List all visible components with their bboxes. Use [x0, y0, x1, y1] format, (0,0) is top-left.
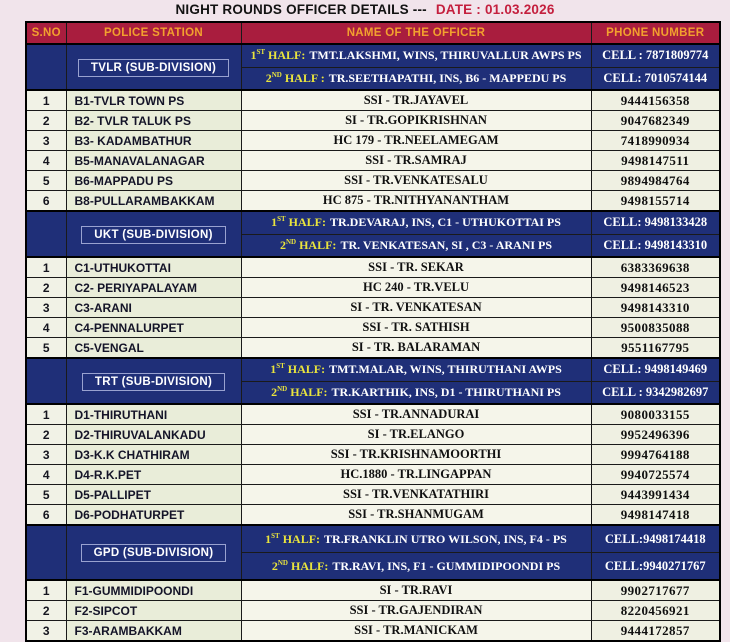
half2-label — [271, 385, 327, 399]
section-name: GPD (SUB-DIVISION) — [81, 544, 227, 562]
row-phone: 9551167795 — [591, 338, 720, 359]
half2-label — [280, 238, 336, 252]
section-half2-phone: CELL: 9498143310 — [591, 234, 720, 257]
half1-num: 1 — [271, 215, 278, 230]
table-row — [26, 111, 720, 131]
table-row — [26, 404, 720, 425]
half1-text: TR.FRANKLIN UTRO WILSON, INS, F4 - PS — [324, 531, 567, 546]
section-sno-cell — [26, 44, 66, 90]
table-row — [26, 338, 720, 359]
section-station-cell — [66, 211, 241, 257]
row-phone: 9902717677 — [591, 580, 720, 601]
half1-ordinal: ST — [277, 215, 286, 224]
row-sno: 3 — [26, 445, 66, 465]
table-row — [26, 318, 720, 338]
half1-label — [270, 362, 325, 376]
half2-num: 2 — [265, 70, 272, 85]
row-sno: 3 — [26, 621, 66, 642]
half1-text: TMT.MALAR, WINS, THIRUTHANI AWPS — [329, 362, 562, 377]
row-officer: SSI - TR.MANICKAM — [241, 621, 591, 642]
row-officer: SSI - TR.KRISHNAMOORTHI — [241, 445, 591, 465]
table-row — [26, 465, 720, 485]
half2-word: HALF : — [281, 70, 325, 85]
row-sno: 4 — [26, 318, 66, 338]
row-phone: 9994764188 — [591, 445, 720, 465]
half1-word: HALF: — [284, 362, 326, 377]
section-half1-officer — [241, 44, 591, 67]
col-header-officer: NAME OF THE OFFICER — [241, 22, 591, 44]
row-officer: SSI - TR.JAYAVEL — [241, 90, 591, 111]
half2-num: 2 — [271, 558, 278, 573]
half2-label — [272, 559, 328, 573]
row-station: C2- PERIYAPALAYAM — [66, 278, 241, 298]
row-phone: 9498147511 — [591, 151, 720, 171]
section-half1-phone: CELL:9498174418 — [591, 525, 720, 553]
row-station: F2-SIPCOT — [66, 601, 241, 621]
half1-label — [250, 48, 305, 62]
half2-text: TR.RAVI, INS, F1 - GUMMIDIPOONDI PS — [332, 558, 561, 573]
table-row — [26, 485, 720, 505]
half2-text: TR. VENKATESAN, SI , C3 - ARANI PS — [340, 237, 553, 252]
row-officer: SI - TR. VENKATESAN — [241, 298, 591, 318]
section-half1-officer — [241, 358, 591, 381]
section-half1-phone: CELL: 9498133428 — [591, 211, 720, 234]
row-officer: SI - TR.GOPIKRISHNAN — [241, 111, 591, 131]
row-sno: 1 — [26, 580, 66, 601]
half1-num: 1 — [270, 362, 277, 377]
row-sno: 2 — [26, 278, 66, 298]
row-officer: SI - TR. BALARAMAN — [241, 338, 591, 359]
half1-text: TMT.LAKSHMI, WINS, THIRUVALLUR AWPS PS — [309, 48, 582, 63]
row-sno: 1 — [26, 404, 66, 425]
row-station: D6-PODHATURPET — [66, 505, 241, 526]
half2-num: 2 — [271, 384, 278, 399]
table-row — [26, 580, 720, 601]
section-name: UKT (SUB-DIVISION) — [81, 226, 225, 244]
row-sno: 5 — [26, 171, 66, 191]
half1-label — [265, 532, 320, 546]
row-phone: 6383369638 — [591, 257, 720, 278]
half1-word: HALF: — [265, 48, 306, 63]
row-station: D1-THIRUTHANI — [66, 404, 241, 425]
section-name: TRT (SUB-DIVISION) — [82, 373, 225, 391]
section-sno-cell — [26, 211, 66, 257]
table-row — [26, 191, 720, 212]
row-phone: 9444172857 — [591, 621, 720, 642]
section-half2-phone: CELL:9940271767 — [591, 553, 720, 581]
section-half2-officer — [241, 381, 591, 404]
half1-num: 1 — [265, 531, 272, 546]
row-sno: 3 — [26, 298, 66, 318]
row-phone: 9498143310 — [591, 298, 720, 318]
row-phone: 9498155714 — [591, 191, 720, 212]
table-body — [26, 44, 720, 641]
officer-table — [25, 21, 721, 642]
section-half2-officer — [241, 67, 591, 90]
table-row — [26, 445, 720, 465]
table-row — [26, 278, 720, 298]
section-header-row — [26, 358, 720, 381]
row-officer: SSI - TR.VENKATATHIRI — [241, 485, 591, 505]
row-station: F1-GUMMIDIPOONDI — [66, 580, 241, 601]
row-officer: SSI - TR.VENKATESALU — [241, 171, 591, 191]
half2-ordinal: ND — [277, 558, 288, 567]
section-sno-cell — [26, 525, 66, 580]
row-officer: SSI - TR.ANNADURAI — [241, 404, 591, 425]
half2-text: TR.KARTHIK, INS, D1 - THIRUTHANI PS — [331, 384, 561, 399]
section-header-row — [26, 211, 720, 234]
half2-ordinal: ND — [277, 384, 288, 393]
row-phone: 9498147418 — [591, 505, 720, 526]
section-header-row — [26, 525, 720, 553]
table-row — [26, 257, 720, 278]
row-phone: 9047682349 — [591, 111, 720, 131]
row-phone: 9080033155 — [591, 404, 720, 425]
half1-ordinal: ST — [256, 48, 266, 57]
row-phone: 7418990934 — [591, 131, 720, 151]
row-officer: SSI - TR. SATHISH — [241, 318, 591, 338]
half2-word: HALF: — [287, 558, 329, 573]
row-station: B2- TVLR TALUK PS — [66, 111, 241, 131]
row-station: B8-PULLARAMBAKKAM — [66, 191, 241, 212]
table-row — [26, 171, 720, 191]
row-sno: 1 — [26, 90, 66, 111]
table-row — [26, 621, 720, 642]
row-officer: HC 875 - TR.NITHYANANTHAM — [241, 191, 591, 212]
title-main: NIGHT ROUNDS OFFICER DETAILS --- — [175, 2, 427, 17]
row-sno: 5 — [26, 338, 66, 359]
section-name: TVLR (SUB-DIVISION) — [78, 59, 229, 77]
row-sno: 1 — [26, 257, 66, 278]
section-half2-officer — [241, 234, 591, 257]
row-officer: SSI - TR. SEKAR — [241, 257, 591, 278]
half1-num: 1 — [250, 48, 257, 63]
table-row — [26, 131, 720, 151]
half1-ordinal: ST — [271, 531, 280, 540]
half2-word: HALF: — [296, 237, 337, 252]
row-station: B3- KADAMBATHUR — [66, 131, 241, 151]
row-sno: 2 — [26, 601, 66, 621]
section-station-cell — [66, 525, 241, 580]
row-officer: SSI - TR.SHANMUGAM — [241, 505, 591, 526]
row-sno: 3 — [26, 131, 66, 151]
row-officer: SI - TR.ELANGO — [241, 425, 591, 445]
row-officer: SSI - TR.SAMRAJ — [241, 151, 591, 171]
section-station-cell — [66, 358, 241, 404]
table-row — [26, 505, 720, 526]
half1-text: TR.DEVARAJ, INS, C1 - UTHUKOTTAI PS — [329, 215, 561, 230]
row-sno: 4 — [26, 465, 66, 485]
half2-word: HALF: — [287, 384, 328, 399]
row-phone: 9940725574 — [591, 465, 720, 485]
section-sno-cell — [26, 358, 66, 404]
table-header-row — [26, 22, 720, 44]
row-phone: 9443991434 — [591, 485, 720, 505]
table-row — [26, 298, 720, 318]
title-date: DATE : 01.03.2026 — [435, 2, 555, 17]
half2-ordinal: ND — [271, 70, 282, 79]
col-header-sno: S.NO — [26, 22, 66, 44]
half1-label — [271, 215, 326, 229]
row-officer: HC 179 - TR.NEELAMEGAM — [241, 131, 591, 151]
page-title — [0, 0, 730, 19]
section-half1-officer — [241, 525, 591, 553]
row-station: F3-ARAMBAKKAM — [66, 621, 241, 642]
half2-label — [266, 71, 325, 85]
row-station: D5-PALLIPET — [66, 485, 241, 505]
row-station: C3-ARANI — [66, 298, 241, 318]
row-officer: SI - TR.RAVI — [241, 580, 591, 601]
row-sno: 5 — [26, 485, 66, 505]
table-row — [26, 601, 720, 621]
half1-word: HALF: — [279, 531, 321, 546]
row-station: D3-K.K CHATHIRAM — [66, 445, 241, 465]
section-half1-phone: CELL : 7871809774 — [591, 44, 720, 67]
row-phone: 9952496396 — [591, 425, 720, 445]
row-station: C4-PENNALURPET — [66, 318, 241, 338]
row-station: D2-THIRUVALANKADU — [66, 425, 241, 445]
row-officer: HC 240 - TR.VELU — [241, 278, 591, 298]
row-station: C5-VENGAL — [66, 338, 241, 359]
section-half2-phone: CELL : 9342982697 — [591, 381, 720, 404]
half2-text: TR.SEETHAPATHI, INS, B6 - MAPPEDU PS — [328, 70, 567, 85]
table-row — [26, 151, 720, 171]
col-header-phone: PHONE NUMBER — [591, 22, 720, 44]
half2-num: 2 — [279, 237, 286, 252]
section-header-row — [26, 44, 720, 67]
half1-ordinal: ST — [276, 362, 285, 371]
row-officer: HC.1880 - TR.LINGAPPAN — [241, 465, 591, 485]
half2-ordinal: ND — [285, 237, 297, 246]
row-sno: 2 — [26, 111, 66, 131]
row-phone: 9894984764 — [591, 171, 720, 191]
table-row — [26, 90, 720, 111]
col-header-station: POLICE STATION — [66, 22, 241, 44]
row-station: B1-TVLR TOWN PS — [66, 90, 241, 111]
row-station: C1-UTHUKOTTAI — [66, 257, 241, 278]
section-half1-phone: CELL: 9498149469 — [591, 358, 720, 381]
row-phone: 9498146523 — [591, 278, 720, 298]
row-phone: 9500835088 — [591, 318, 720, 338]
section-half1-officer — [241, 211, 591, 234]
row-phone: 9444156358 — [591, 90, 720, 111]
row-sno: 6 — [26, 191, 66, 212]
section-half2-phone: CELL: 7010574144 — [591, 67, 720, 90]
row-station: D4-R.K.PET — [66, 465, 241, 485]
table-row — [26, 425, 720, 445]
half1-word: HALF: — [285, 215, 326, 230]
row-sno: 2 — [26, 425, 66, 445]
row-station: B6-MAPPADU PS — [66, 171, 241, 191]
row-sno: 4 — [26, 151, 66, 171]
row-phone: 8220456921 — [591, 601, 720, 621]
row-station: B5-MANAVALANAGAR — [66, 151, 241, 171]
section-station-cell — [66, 44, 241, 90]
section-half2-officer — [241, 553, 591, 581]
row-sno: 6 — [26, 505, 66, 526]
row-officer: SSI - TR.GAJENDIRAN — [241, 601, 591, 621]
